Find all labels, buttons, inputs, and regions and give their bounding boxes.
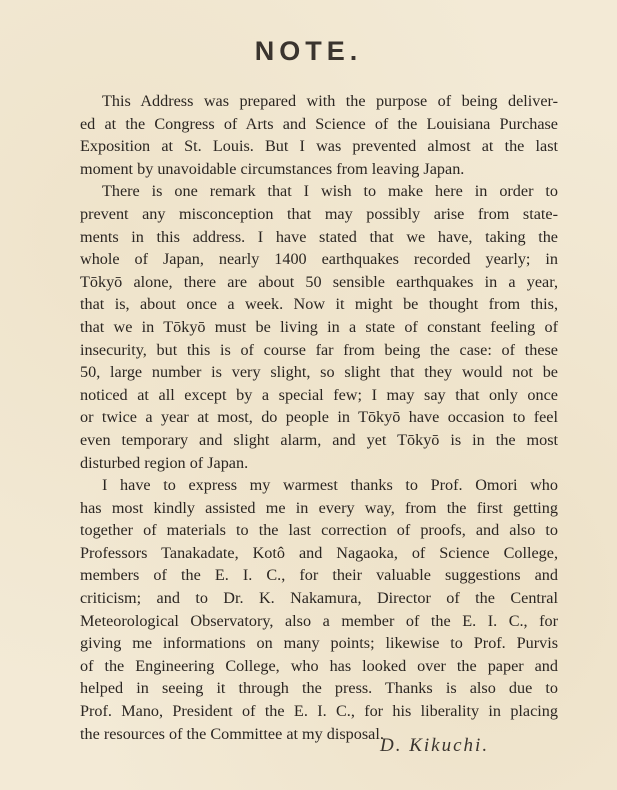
text-line: There is one remark that I wish to make here in order to (102, 182, 558, 201)
text-line: Exposition at St. Louis. But I was prevented almost at the last (80, 137, 558, 156)
text-line: that is, about once a week. Now it might be thought from this, (80, 295, 558, 314)
text-line: criticism; and to Dr. K. Nakamura, Director of the Central (80, 589, 558, 608)
paragraph-3 (80, 474, 558, 745)
text-line: together of materials to the last correction of proofs, and also to (80, 521, 558, 540)
text-line: I have to express my warmest thanks to Prof. Omori who (102, 476, 558, 495)
text-line: members of the E. I. C., for their valuable suggestions and (80, 566, 558, 585)
text-line: Professors Tanakadate, Kotô and Nagaoka, of Science College, (80, 543, 558, 562)
text-line: or twice a year at most, do people in Tōkyō have occasion to feel (80, 408, 558, 427)
text-line: insecurity, but this is of course far from being the case: of these (80, 340, 558, 359)
text-line: the resources of the Committee at my disposal. (80, 724, 384, 743)
text-line: that we in Tōkyō must be living in a state of constant feeling of (80, 317, 558, 336)
text-line: noticed at all except by a special few; I may say that only once (80, 385, 558, 404)
note-body (80, 90, 558, 745)
text-line: of the Engineering College, who has looked over the paper and (80, 656, 558, 675)
text-line: disturbed region of Japan. (80, 453, 249, 472)
paragraph-2 (80, 180, 558, 474)
paragraph-1 (80, 90, 558, 180)
text-line: giving me informations on many points; likewise to Prof. Purvis (80, 634, 558, 653)
text-line: has most kindly assisted me in every way, from the first getting (80, 498, 558, 517)
author-signature: D. Kikuchi. (380, 735, 490, 756)
text-line: ments in this address. I have stated that we have, taking the (80, 227, 558, 246)
text-line: moment by unavoidable circumstances from leaving Japan. (80, 159, 465, 178)
text-line: Prof. Mano, President of the E. I. C., for his liberality in placing (80, 702, 558, 721)
page-title: NOTE. (254, 36, 363, 66)
text-line: prevent any misconception that may possibly arise from state- (80, 204, 558, 223)
text-line: even temporary and slight alarm, and yet Tōkyō is in the most (80, 430, 558, 449)
text-line: Tōkyō alone, there are about 50 sensible earthquakes in a year, (80, 272, 558, 291)
text-line: whole of Japan, nearly 1400 earthquakes recorded yearly; in (80, 250, 558, 269)
text-line: 50, large number is very slight, so slight that they would not be (80, 363, 558, 382)
text-line: helped in seeing it through the press. Thanks is also due to (80, 679, 558, 698)
text-line: Meteorological Observatory, also a member of the E. I. C., for (80, 611, 558, 630)
text-line: ed at the Congress of Arts and Science of the Louisiana Purchase (80, 114, 558, 133)
text-line: This Address was prepared with the purpose of being deliver- (102, 92, 558, 110)
